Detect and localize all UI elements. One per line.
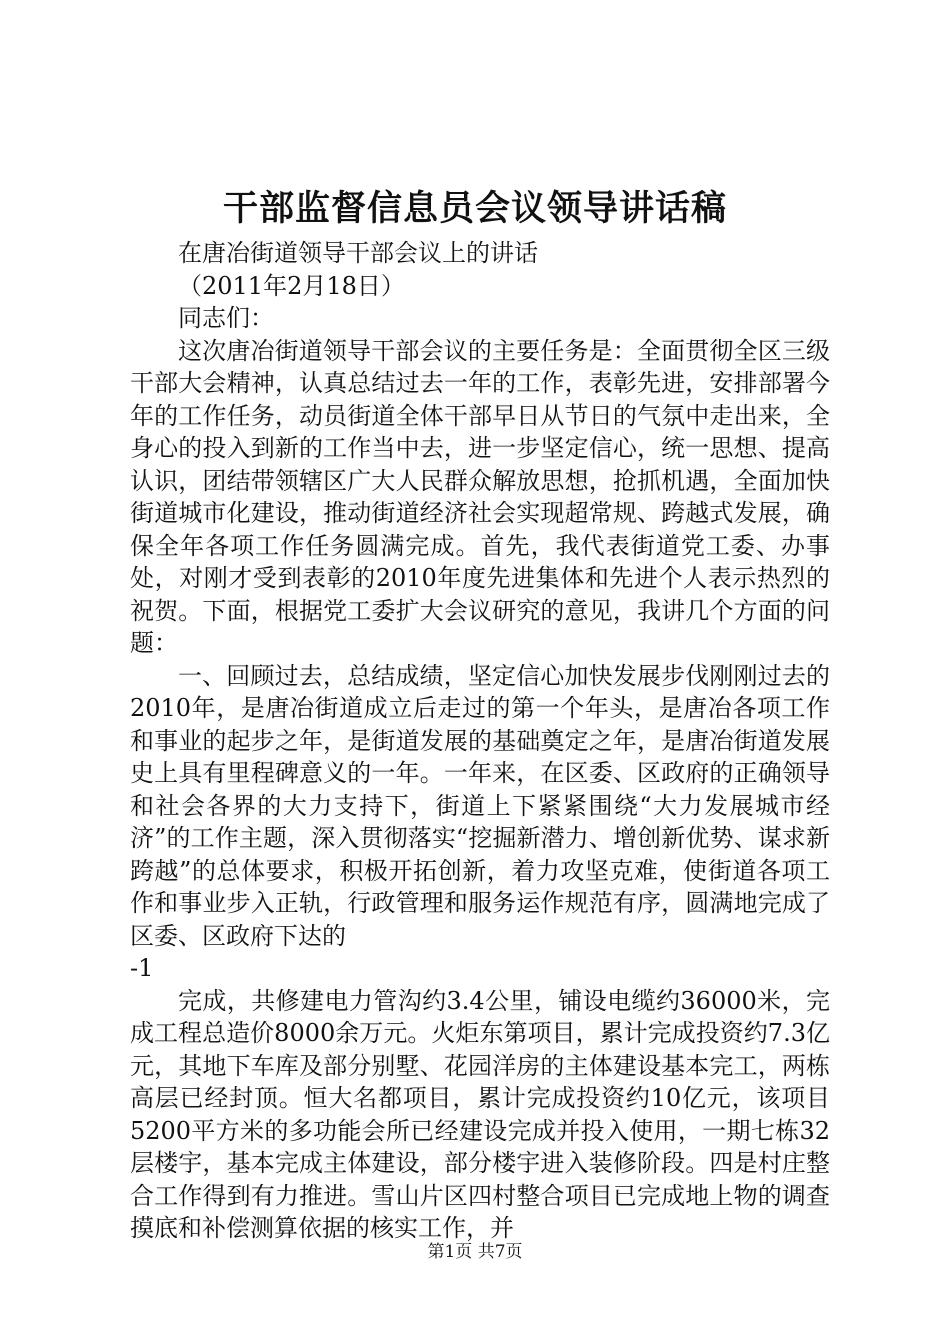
- paragraph-intro: 这次唐冶街道领导干部会议的主要任务是：全面贯彻全区三级干部大会精神，认真总结过去一年的工作，表彰先进，安排部署今年的工作任务，动员街道全体干部早日从节日的气氛中走出来，全身心的投入到新的工作当中去，进一步坚定信心，统一思想、提高认识，团结带领辖区广大人民群众解放思想，抢抓机遇，全面加快街道城市化建设，推动街道经济社会实现超常规、跨越式发展，确保全年各项工作任务圆满完成。首先，我代表街道党工委、办事处，对刚才受到表彰的2010年度先进集体和先进个人表示热烈的祝贺。下面，根据党工委扩大会议研究的意见，我讲几个方面的问题：: [130, 336, 830, 657]
- paragraph-progress: 完成，共修建电力管沟约3.4公里，铺设电缆约36000米，完成工程总造价8000余万元。火炬东第项目，累计完成投资约7.3亿元，其地下车库及部分别墅、花园洋房的主体建设基本完工，两栋高层已经封顶。恒大名都项目，累计完成投资约10亿元，该项目5200平方米的多功能会所已经建设完成并投入使用，一期七栋32层楼宇，基本完成主体建设，部分楼宇进入装修阶段。四是村庄整合工作得到有力推进。雪山片区四村整合项目已完成地上物的调查摸底和补偿测算依据的核实工作，并: [130, 986, 830, 1242]
- document-body: [130, 237, 830, 1245]
- page-footer: 第1页 共7页: [427, 1242, 523, 1262]
- inline-page-marker: -1: [130, 954, 154, 982]
- speech-subtitle: 在唐冶街道领导干部会议上的讲话: [178, 239, 538, 267]
- salutation: 同志们：: [178, 304, 274, 332]
- speech-date: （2011年2月18日）: [178, 271, 405, 300]
- document-title: 干部监督信息员会议领导讲话稿: [222, 188, 727, 229]
- paragraph-review: 一、回顾过去，总结成绩，坚定信心加快发展步伐刚刚过去的2010年，是唐冶街道成立后走过的第一个年头，是唐冶各项工作和事业的起步之年，是街道发展的基础奠定之年，是唐冶街道发展史上具有里程碑意义的一年。一年来，在区委、区政府的正确领导和社会各界的大力支持下，街道上下紧紧围绕“大力发展城市经济”的工作主题，深入贯彻落实“挖掘新潜力、增创新优势、谋求新跨越”的总体要求，积极开拓创新，着力攻坚克难，使街道各项工作和事业步入正轨，行政管理和服务运作规范有序，圆满地完成了区委、区政府下达的: [130, 661, 830, 950]
